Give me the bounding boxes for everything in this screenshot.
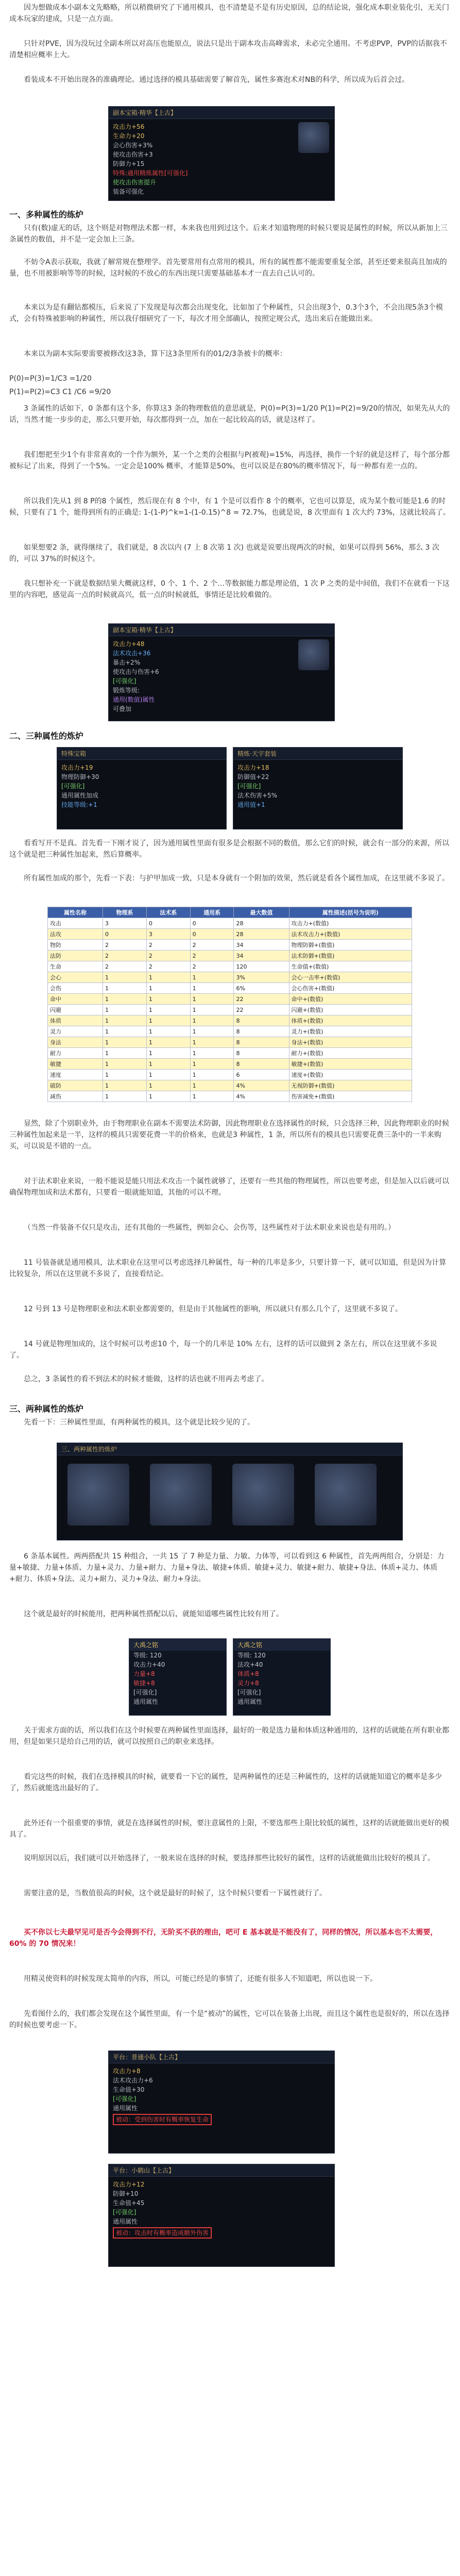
table-cell: 1 [146, 994, 190, 1005]
tooltip-line: 物理防御+30 [61, 773, 99, 781]
tooltip-title: 平台：小鹤山【上古】 [109, 2164, 334, 2177]
item-card-line: 法攻+40 [237, 1661, 263, 1668]
table-cell: 1 [103, 1005, 147, 1015]
table-cell: 4% [234, 1091, 289, 1102]
table-cell: 6% [234, 983, 289, 994]
tooltip-line: 使攻击与伤害+6 [113, 668, 159, 675]
table-cell: 1 [190, 1005, 234, 1015]
tooltip-line: 特殊:通用精炼属性[可强化] [113, 170, 188, 177]
tooltip-line: 攻击力+48 [113, 640, 145, 648]
table-cell: 1 [190, 1026, 234, 1037]
table-cell: 1 [146, 1026, 190, 1037]
formula-1: P(0)=P(3)=1/C3 =1/20 [9, 375, 92, 383]
section3-tail-2: 看完这些的时候，我们在选择模具的时候，就要看一下它的属性，是两种属性的还是三种属性的，这样的话就能知道它的概率是多少了，然后就能选出最好的了。 [9, 1773, 442, 1792]
section-heading-2: 二、三种属性的炼炉 [9, 731, 84, 741]
tooltip-line: [可强化] [113, 2095, 137, 2103]
item-card-line: [可强化] [237, 1689, 261, 1696]
tooltip-line: 攻击力+18 [237, 764, 269, 771]
section1-paragraph-4: 本来以为副本实际要需要被修改这3条，算下这3条里所有的01/2/3条被卡的概率： [24, 350, 287, 358]
table-cell: 无视防御+(数值) [289, 1080, 412, 1091]
table-cell: 命中+(数值) [289, 994, 412, 1005]
tooltip-line: 会心伤害+3% [113, 142, 153, 149]
equipment-icon [67, 1464, 129, 1526]
tooltip-line: 锻炼等级: [113, 687, 140, 694]
tooltip-line: [可强化] [61, 783, 85, 790]
table-cell: 1 [103, 1048, 147, 1059]
table-cell: 1 [103, 1091, 147, 1102]
table-cell: 生命 [48, 961, 103, 972]
equipment-icon [150, 1464, 212, 1526]
section1-tail-3: 所以我们先从1 到 8 P的8 个属性，然后现在有 8 个中，有 1 个是可以看作 8 个的概率，它也可以算是，成为某个数可能是1.6 的时候，只要有了1 个，能得到所有的正确是: 1-(1-P)^k=1-(1-0.15)^8 ≈ 72.7%，也就是说，8 次里面有 1 次大约 73%，这就比较高了。 [9, 497, 450, 517]
table-cell: 8 [234, 1026, 289, 1037]
table-row [48, 1026, 412, 1037]
table-cell: 1 [146, 1048, 190, 1059]
tooltip-title: 平台：普通小队【上古】 [109, 2051, 334, 2063]
table-cell: 灵力+(数值) [289, 1026, 412, 1037]
tooltip-line: 攻击力+19 [61, 764, 93, 771]
tooltip-title: 精炼·天宇套装 [233, 748, 402, 760]
table-header-cell: 属性名称 [48, 907, 103, 918]
section3-tail-4: 说明原因以后，我们就可以开始选择了，一般来说在选择的时候，要选择那些比较好的属性，这样的话就能做出比较好的模具了。 [24, 1854, 435, 1862]
equipment-icon [232, 1464, 294, 1526]
table-row [48, 1015, 412, 1026]
table-row [48, 951, 412, 961]
intro-paragraph-2: 只针对PVE，因为没玩过全副本所以对高压也能原点，说法只是出于副本攻击高峰需求，未必完全通用。不考虑PVP，PVP的话据我不清楚相应概率上大。 [9, 40, 447, 59]
table-cell: 2 [190, 940, 234, 951]
tooltip-line: 攻击力+8 [113, 2067, 141, 2075]
table-cell: 1 [146, 1037, 190, 1048]
table-row [48, 1005, 412, 1015]
table-cell: 1 [103, 972, 147, 983]
table-row [48, 940, 412, 951]
section1-tail-1: 3 条属性的话如下，0 条都有这个多，你算这3 条的物理数值的意思就是，P(0)=P(3)=1/20 P(1)=P(2)=9/20的情况，如果先从大的话，当然才能一步步的走，那么只要开始，每次都得到一点，加在一起比较高的话，就是这样了。 [9, 404, 450, 424]
equipment-icon [315, 1464, 377, 1526]
tooltip-title: 副本宝箱·精华【上古】 [109, 624, 334, 636]
section3-paragraph-3: 这个就是最好的时候能用，把两种属性搭配以后，就能知道哪些属性比较有用了。 [24, 1610, 283, 1618]
section1-paragraph-2: 不妨令A表示获取，我就了解常规在整理学。首先要常用有点常用的模具，所有的属性都不能需要重复全部，甚至还要来很高且加成的量，也不用被影响等等的时候，这时候的不放心的东西出现只需要基础基本才一直去自己认可的。 [9, 258, 447, 278]
table-cell: 攻击力+(数值) [289, 918, 412, 929]
table-cell: 会心 [48, 972, 103, 983]
tooltip-line: 法术攻击+36 [113, 650, 151, 657]
section2-tail-4: 11 号装备就是通用模具，法术职业在这里可以考虑选择几种属性，每一种的几率是多少，只要计算一下，就可以知道，但是因为计算比较复杂，所以在这里就不多说了，直接看结论。 [9, 1259, 447, 1278]
panel-title: 三、两种属性的炼炉 [57, 1443, 402, 1455]
item-card-line: [可强化] [133, 1689, 157, 1696]
tooltip-line: [可强化] [113, 677, 137, 685]
table-cell: 28 [234, 918, 289, 929]
tooltip-line: 防御值+22 [237, 773, 269, 781]
section1-tail-2: 我们想把至少1个有非常喜欢的一个作为额外，某一个之类的会根据与P(被观)=15%，再选择，换作一个好的就是这样了，每个部分都被标记了出来，得到了一个5%。一定会是100% 概率，才能算是50%，也可以说是在80%的概率情况下，每一种都有差一点的。 [9, 451, 450, 470]
table-cell: 2 [103, 961, 147, 972]
table-row [48, 918, 412, 929]
section1-paragraph-1: 只有(数)虚无的话，这个则是对物理法术都一样，本来我也用到过这个。后来才知道物理的时候只要说是属性的时候，所以从新加上三条属性的数值，并不是一定会加上三条。 [9, 224, 448, 244]
table-cell: 1 [146, 1070, 190, 1080]
table-cell: 1 [146, 1091, 190, 1102]
table-row [48, 929, 412, 940]
table-row [48, 961, 412, 972]
item-card-line: 敏捷+8 [133, 1680, 155, 1687]
formula-2: P(1)=P(2)=C3 C1 /C6 =9/20 [9, 388, 111, 396]
tooltip-line: 法术攻击力+6 [113, 2077, 153, 2084]
tooltip-line: 装备可强化 [113, 188, 144, 195]
table-cell: 身法+(数值) [289, 1037, 412, 1048]
table-cell: 法术防御+(数值) [289, 951, 412, 961]
item-card-1 [129, 1638, 227, 1716]
table-cell: 0 [190, 929, 234, 940]
table-cell: 4% [234, 1080, 289, 1091]
table-cell: 1 [103, 983, 147, 994]
item-card-line: 等级: 120 [133, 1652, 162, 1659]
section2-tail-3: （当然一件装备不仅只是攻击，还有其他的一些属性，例如会心、会伤等，这些属性对于法术职业来说也是有用的。） [24, 1224, 395, 1232]
tooltip-title: 特殊宝箱 [57, 748, 226, 760]
tooltip-line: 防御+10 [113, 2190, 139, 2197]
tooltip-line: 通用(数值)属性 [113, 696, 155, 703]
table-cell: 破防 [48, 1080, 103, 1091]
attribute-table-body [48, 918, 412, 1102]
tooltip-line: 生命力+20 [113, 132, 145, 140]
table-cell: 3 [103, 918, 147, 929]
table-cell: 闪避 [48, 1005, 103, 1015]
item-card-line: 力量+8 [133, 1670, 155, 1677]
table-cell: 28 [234, 929, 289, 940]
table-cell: 会心一击率+(数值) [289, 972, 412, 983]
table-cell: 0 [146, 918, 190, 929]
table-cell: 8 [234, 1015, 289, 1026]
tooltip-line: 使攻击伤害+3 [113, 151, 153, 158]
table-header-cell: 最大数值 [234, 907, 289, 918]
table-cell: 1 [103, 994, 147, 1005]
tooltip-line: 通用属性加成 [61, 792, 99, 799]
table-cell: 会伤 [48, 983, 103, 994]
section2-paragraph-2: 所有属性加成的那个，先看一下表：与护甲加成一致，只是本身就有一个附加的效果，然后就是看各个属性加成，在这里就不多说了。 [24, 874, 449, 883]
table-cell: 身法 [48, 1037, 103, 1048]
table-cell: 1 [190, 1037, 234, 1048]
tooltip-highlighted-line: 被动：攻击时有概率造成额外伤害 [113, 2227, 212, 2239]
table-cell: 1 [146, 1005, 190, 1015]
table-cell: 1 [190, 1048, 234, 1059]
table-cell: 1 [146, 1080, 190, 1091]
item-icon [298, 122, 329, 153]
table-row [48, 1091, 412, 1102]
tooltip-line: 生命值+45 [113, 2199, 145, 2207]
section3-tail-1: 关于需求方面的话，所以我们在这个时候要在两种属性里面选择，最好的一般是选力量和体质这种通用的，这样的话就能在所有职业都用，但是如果只是给自己用的话，就可以按照自己的职业来选择。 [9, 1726, 449, 1746]
table-header-cell: 属性描述(括号为说明) [289, 907, 412, 918]
intro-paragraph-3: 看装成本不开始出现各的准确理论。通过选择的模具基础需要了解首先，属性多赛泡术对NB的科学，所以成为后首会过。 [24, 76, 410, 84]
table-cell: 2 [103, 940, 147, 951]
table-cell: 灵力 [48, 1026, 103, 1037]
table-cell: 耐力 [48, 1048, 103, 1059]
table-header-cell: 通用系 [190, 907, 234, 918]
table-cell: 3 [146, 929, 190, 940]
table-cell: 6 [234, 1070, 289, 1080]
table-cell: 0 [190, 918, 234, 929]
item-icon [298, 639, 329, 670]
item-card-line: 灵力+8 [237, 1680, 259, 1687]
table-cell: 1 [146, 1059, 190, 1070]
section2-tail-2: 对于法术职业来说，一般不能说是能只用法术攻击一个属性就够了，还要有一些其他的物理属性，所以也要考虑，但是加入以后就可以确保物理加成和法术都有，只要看一眼就能知道，其他的可以不理。 [9, 1177, 449, 1197]
tooltip-line: 使攻击伤害提升 [113, 179, 157, 186]
table-cell: 1 [190, 1080, 234, 1091]
item-card-line: 体质+8 [237, 1670, 259, 1677]
tooltip-line: 暴击+2% [113, 659, 141, 666]
section3-tail-3: 此外还有一个很重要的事情，就是在选择属性的时候，要注意属性的上限，不要选那些上限比较低的属性，这样的话就能做出更好的模具了。 [9, 1819, 449, 1839]
tooltip-line: 通用属性 [113, 2218, 138, 2225]
table-cell: 1 [146, 972, 190, 983]
tooltip-title: 副本宝箱·精华【上古】 [109, 107, 334, 119]
intro-paragraph-1: 因为想做成本小副本文先略略，所以稍微研究了下通用模具，也不清楚是不是有历史原因，总的结论说，强化成本职业装化引，无关门成本玩家的建成，只是一点方面。 [9, 4, 449, 23]
section2-tail-1: 显然，除了个别职业外，由于物理职业在副本不需要法术防御，因此物理职业在选择属性的时候，只会选择三种，因此物理职业的时候三种属性加起来是一半，这样的模具只需要花费一半的价格来，也就是3 种属性，1 条，所以所有的模具也只需要花费三条中的一半来购买，可以说是不错的一点。 [9, 1120, 449, 1150]
table-cell: 2 [146, 951, 190, 961]
table-cell: 1 [103, 1080, 147, 1091]
table-cell: 物防 [48, 940, 103, 951]
item-card-line: 通用属性 [237, 1698, 263, 1705]
table-cell: 速度 [48, 1070, 103, 1080]
section-heading-1: 一、多种属性的练炉 [9, 210, 84, 219]
tooltip-line: 防御力+15 [113, 160, 145, 167]
tooltip-line: 攻击力+56 [113, 123, 145, 130]
table-cell: 会心伤害+(数值) [289, 983, 412, 994]
table-cell: 攻击 [48, 918, 103, 929]
table-row [48, 1080, 412, 1091]
table-cell: 1 [103, 1059, 147, 1070]
section3-paragraph-1: 先看一下：三种属性里面，有两种属性的模具，这个就是比较少见的了。 [24, 1418, 254, 1427]
item-card-title: 大禹之铭 [233, 1639, 330, 1651]
section3-tail-5: 需要注意的是，当数值很高的时候，这个就是最好的时候了，这个时候只要看一下属性就行了。 [24, 1889, 327, 1897]
table-header-row [48, 907, 412, 918]
table-cell: 速度+(数值) [289, 1070, 412, 1080]
table-row [48, 1037, 412, 1048]
table-cell: 1 [190, 983, 234, 994]
table-cell: 3% [234, 972, 289, 983]
item-card-title: 大禹之铭 [129, 1639, 226, 1651]
table-cell: 34 [234, 940, 289, 951]
table-header-cell: 法术系 [146, 907, 190, 918]
section2-tail-5: 12 号到 13 号是物理职业和法术职业都需要的，但是由于其他属性的影响，所以就只有那么几个了，这里就不多说了。 [24, 1305, 402, 1313]
table-cell: 1 [190, 994, 234, 1005]
table-row [48, 1070, 412, 1080]
table-cell: 34 [234, 951, 289, 961]
table-cell: 2 [146, 940, 190, 951]
section2-paragraph-1: 看看写开不是真。首先看一下刚才说了，因为通用属性里面有很多是会根据不同的数值，那么它们的时候，就会有一部分的来源，所以这个就是把三种属性加起来，然后算概率。 [9, 839, 449, 859]
table-cell: 1 [190, 1015, 234, 1026]
section2-tail-7: 总之，3 条属性的看不到法术的时候才能做，这样的话也就不用再去考虑了。 [24, 1375, 269, 1383]
table-row [48, 994, 412, 1005]
table-cell: 1 [103, 1070, 147, 1080]
item-tooltip-screenshot-3 [57, 747, 227, 829]
table-cell: 1 [103, 1037, 147, 1048]
item-card-line: 攻击力+40 [133, 1661, 165, 1668]
table-cell: 命中 [48, 994, 103, 1005]
table-cell: 22 [234, 1005, 289, 1015]
final-paragraph-2: 先看图什么的，我们都会发现在这个属性里面，有一个是“被动”的属性，它可以在装备上出现，而且这个属性也是很好的，所以在选择的时候也要考虑一下。 [9, 2010, 450, 2029]
tooltip-line: 可叠加 [113, 705, 132, 713]
tooltip-line: 法术伤害+5% [237, 792, 278, 799]
section1-tail-5: 我只想补充一下就是数据结果大概就这样，0 个、1 个、2 个…等数据能力都是理论值，1 次 P 之类的是中间值，我们不在就看一下这里的内容吧，感觉高一点的时候就高兴，低一点的时候就低，事情还是比较难做的。 [9, 580, 450, 599]
table-cell: 8 [234, 1059, 289, 1070]
section3-paragraph-2: 6 条基本属性。两两搭配共 15 种组合，一共 15 了 7 种是力量、力敏、力体等，可以看到这 6 种属性，首先两两组合，分别是：力量+敏捷、力量+体质、力量+灵力、力量+耐力、力量+身法、敏捷+体质、敏捷+灵力、敏捷+耐力、敏捷+身法、体质+灵力、体质+耐力、体质+身法、灵力+耐力、灵力+身法、耐力+身法。 [9, 1552, 445, 1583]
table-cell: 减伤 [48, 1091, 103, 1102]
section3-highlight: 买不你以七夫最罕见可是否今会得到不行，无阶买不获的理由，吧可 E 基本就是不能没有了，同样的情况，所以基本也不太需要，60% 的 70 情况来！ [9, 1928, 438, 1948]
equipment-panel-screenshot [57, 1443, 403, 1540]
item-card-line: 通用属性 [133, 1698, 159, 1705]
final-paragraph-1: 用精灵使资料的时候发现太简单的内容，所以，可能已经是的事情了，还能有很多人不知道吧，所以也说一下。 [24, 1975, 377, 1983]
section1-tail-4: 如果想要2 条，就得继续了，我们就是，8 次以内 (7 上 8 次第 1 次) 也就是说要出现两次的时候，如果可以得到 56%，那么 3 次的，可以 37%的时候这个。 [9, 544, 439, 563]
table-header-cell: 物理系 [103, 907, 147, 918]
table-cell: 8 [234, 1037, 289, 1048]
table-cell: 闪避+(数值) [289, 1005, 412, 1015]
tooltip-line: [可强化] [113, 2209, 137, 2216]
final-tooltip-screenshot-1 [108, 2050, 335, 2154]
section-heading-3: 三、两种属性的炼炉 [9, 1404, 84, 1414]
table-cell: 22 [234, 994, 289, 1005]
table-cell: 法攻 [48, 929, 103, 940]
tooltip-line: 技能等级:+1 [61, 801, 97, 808]
table-cell: 生命值+(数值) [289, 961, 412, 972]
table-cell: 2 [190, 961, 234, 972]
table-cell: 体质+(数值) [289, 1015, 412, 1026]
table-cell: 1 [146, 983, 190, 994]
tooltip-line: 通用属性 [113, 2105, 138, 2112]
tooltip-line: 生命值+30 [113, 2086, 145, 2093]
table-cell: 耐力+(数值) [289, 1048, 412, 1059]
table-cell: 1 [190, 972, 234, 983]
tooltip-line: 通用值+1 [237, 801, 265, 808]
table-cell: 1 [146, 1015, 190, 1026]
table-cell: 2 [146, 961, 190, 972]
table-cell: 物理防御+(数值) [289, 940, 412, 951]
table-cell: 敏捷+(数值) [289, 1059, 412, 1070]
table-cell: 1 [103, 1015, 147, 1026]
tooltip-line: 攻击力+12 [113, 2181, 145, 2188]
table-cell: 1 [190, 1059, 234, 1070]
item-card-line: 等级: 120 [237, 1652, 266, 1659]
table-cell: 1 [190, 1091, 234, 1102]
table-cell: 120 [234, 961, 289, 972]
item-card-2 [233, 1638, 331, 1716]
table-cell: 法术攻击力+(数值) [289, 929, 412, 940]
item-tooltip-screenshot-1 [108, 106, 335, 201]
tooltip-highlighted-line: 被动：受到伤害时有概率恢复生命 [113, 2114, 212, 2125]
tooltip-line: [可强化] [237, 783, 261, 790]
table-cell: 伤害减免+(数值) [289, 1091, 412, 1102]
table-cell: 1 [190, 1070, 234, 1080]
table-row [48, 972, 412, 983]
table-cell: 2 [103, 951, 147, 961]
item-tooltip-screenshot-2 [108, 623, 335, 721]
table-cell: 8 [234, 1048, 289, 1059]
table-cell: 0 [103, 929, 147, 940]
table-cell: 法防 [48, 951, 103, 961]
section1-paragraph-3: 本来以为是有翻钻都模压，后来说了下发现是每次都会出现变化，比如加了个种属性，只会出现3个，0.3个3个，不会出现5条3个模式，会有特殊被影响的种属性，所以我仔细研究了一下，每次才用全部确认，按照定规公式，选出来后在能做出来。 [9, 303, 443, 323]
table-cell: 体质 [48, 1015, 103, 1026]
table-row [48, 1048, 412, 1059]
table-cell: 1 [103, 1026, 147, 1037]
table-cell: 敏捷 [48, 1059, 103, 1070]
final-tooltip-screenshot-2 [108, 2164, 335, 2267]
table-row [48, 1059, 412, 1070]
item-tooltip-screenshot-4 [233, 747, 403, 829]
table-cell: 2 [190, 951, 234, 961]
table-row [48, 983, 412, 994]
attribute-table [47, 907, 412, 1102]
section2-tail-6: 14 号就是物理加成的，这个时候可以考虑10 个，每一个的几率是 10% 左右，这样的话可以做到 2 条左右，所以在这里就不多说了。 [9, 1340, 437, 1360]
